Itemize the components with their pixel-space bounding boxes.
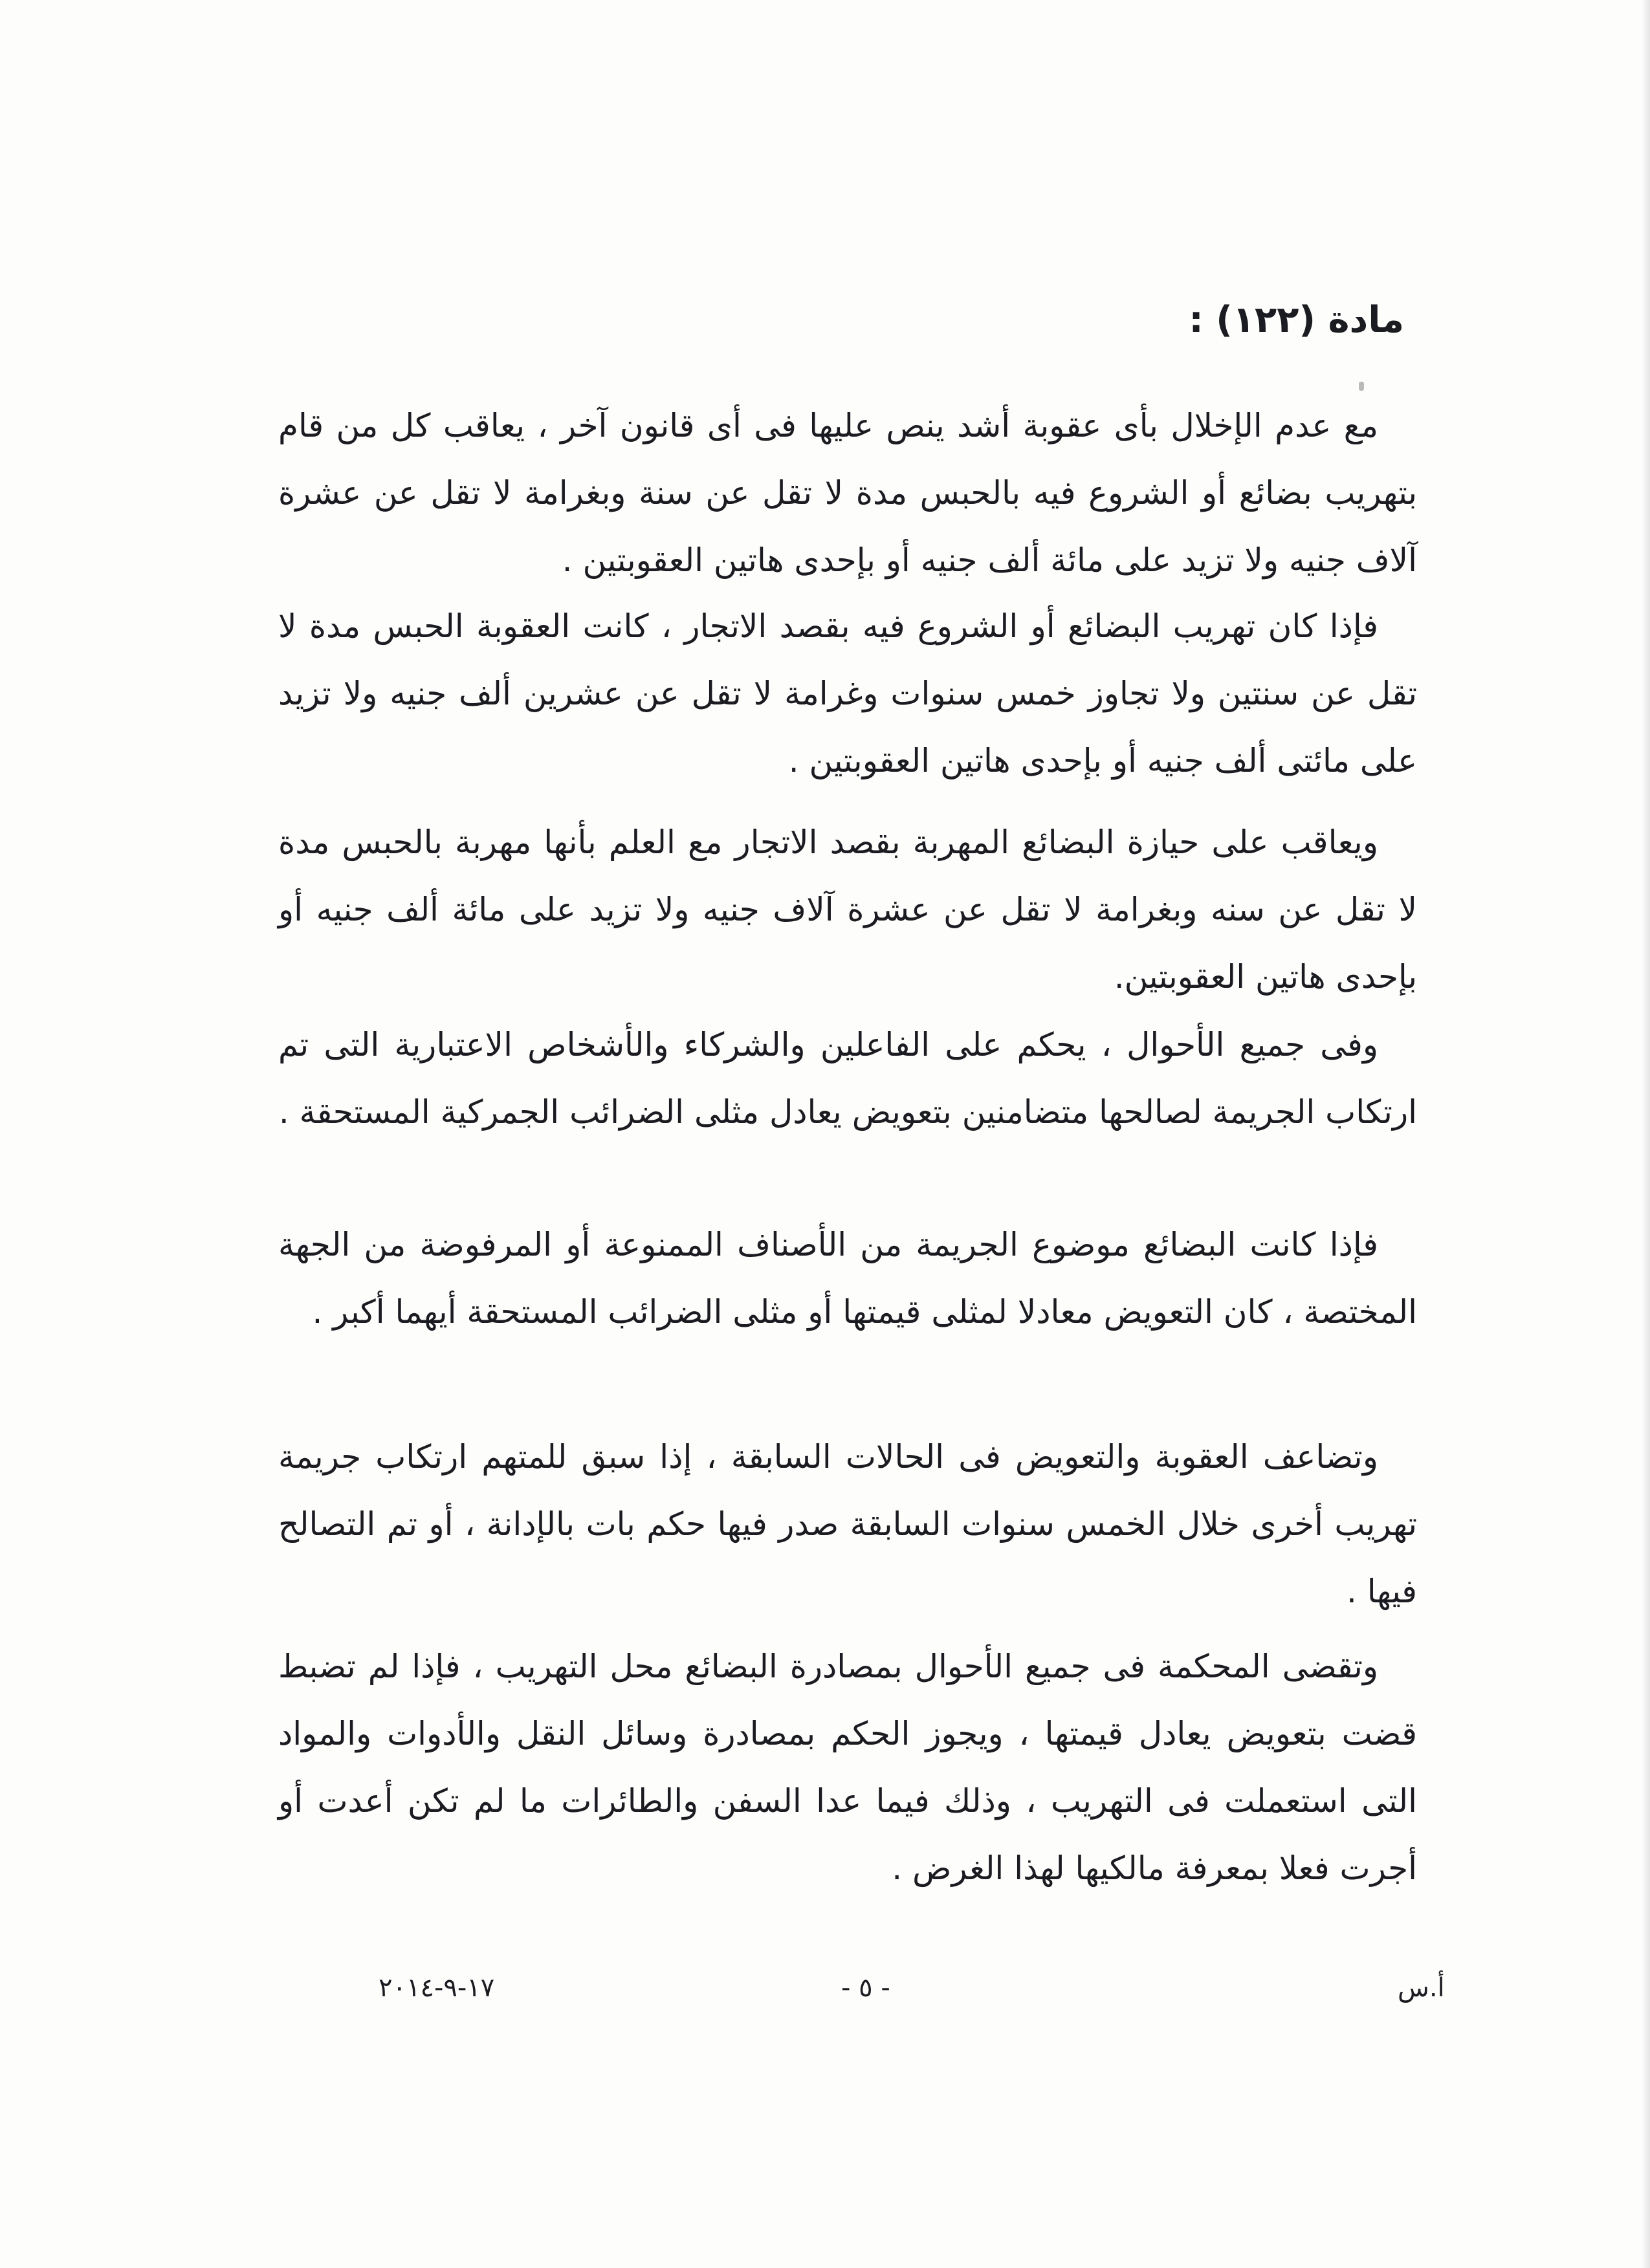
footer-page-number: - ٥ - (841, 1973, 890, 2003)
article-paragraph-2: فإذا كان تهريب البضائع أو الشروع فيه بقصد الاتجار ، كانت العقوبة الحبس مدة لا تقل عن سنتين ولا تجاوز خمس سنوات وغرامة لا تقل عن عشرين ألف جنيه ولا تزيد على مائتى ألف جنيه أو بإحدى هاتين العقوبتين . (278, 607, 1417, 780)
footer-initials: أ.س (1398, 1973, 1445, 2003)
footer-date: ١٧-٩-٢٠١٤ (379, 1973, 495, 2003)
article-paragraph-7: وتقضى المحكمة فى جميع الأحوال بمصادرة البضائع محل التهريب ، فإذا لم تضبط قضت بتعويض يعادل قيمتها ، ويجوز الحكم بمصادرة وسائل النقل والأدوات والمواد التى استعملت فى التهريب ، وذلك فيما عدا السفن والطائرات ما لم تكن أعدت أو أجرت فعلا بمعرفة مالكيها لهذا الغرض . (278, 1648, 1417, 1887)
article-paragraph-4: وفى جميع الأحوال ، يحكم على الفاعلين والشركاء والأشخاص الاعتبارية التى تم ارتكاب الجريمة لصالحها متضامنين بتعويض يعادل مثلى الضرائب الجمركية المستحقة . (278, 1026, 1417, 1131)
scan-speck (1359, 382, 1364, 391)
article-paragraph-6: وتضاعف العقوبة والتعويض فى الحالات السابقة ، إذا سبق للمتهم ارتكاب جريمة تهريب أخرى خلال الخمس سنوات السابقة صدر فيها حكم بات بالإدانة ، أو تم التصالح فيها . (278, 1438, 1417, 1610)
article-paragraph-5: فإذا كانت البضائع موضوع الجريمة من الأصناف الممنوعة أو المرفوضة من الجهة المختصة ، كان التعويض معادلا لمثلى قيمتها أو مثلى الضرائب المستحقة أيهما أكبر . (278, 1226, 1417, 1331)
scan-edge-shadow (1641, 0, 1650, 2268)
article-paragraph-3: ويعاقب على حيازة البضائع المهربة بقصد الاتجار مع العلم بأنها مهربة بالحبس مدة لا تقل عن سنه وبغرامة لا تقل عن عشرة آلاف جنيه ولا تزيد على مائة ألف جنيه أو بإحدى هاتين العقوبتين. (278, 823, 1417, 996)
article-paragraph-1: مع عدم الإخلال بأى عقوبة أشد ينص عليها فى أى قانون آخر ، يعاقب كل من قام بتهريب بضائع أو الشروع فيه بالحبس مدة لا تقل عن سنة وبغرامة لا تقل عن عشرة آلاف جنيه ولا تزيد على مائة ألف جنيه أو بإحدى هاتين العقوبتين . (278, 407, 1417, 579)
article-heading: مادة (١٢٢) : (1189, 299, 1404, 341)
